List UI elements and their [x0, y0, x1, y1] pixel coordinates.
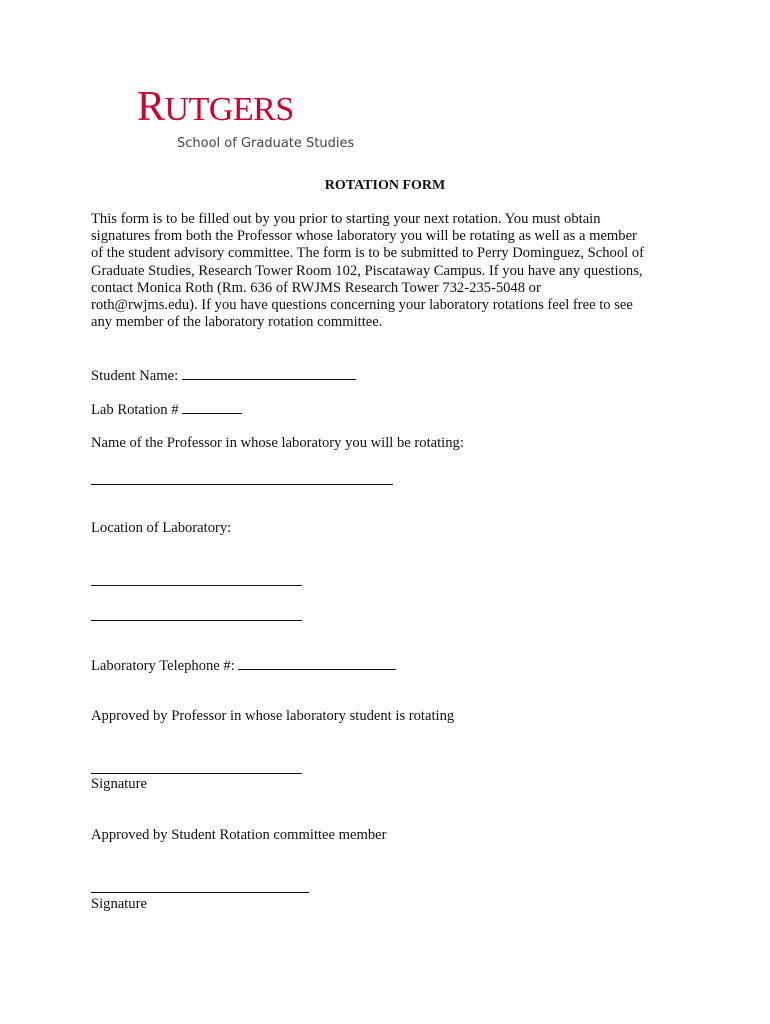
- location-line-2-field[interactable]: [91, 620, 302, 621]
- intro-paragraph: This form is to be filled out by you prior to starting your next rotation. You must obtain signatures from both the Professor whose laboratory you will be rotating as well as a member of the student advisory committee. The form is to be submitted to Perry Dominguez, School of Graduate Studies, Research Tower Room 102, Piscataway Campus. If you have any questions, contact Monica Roth (Rm. 636 of RWJMS Research Tower 732-235-5048 or roth@rwjms.edu). If you have questions concerning your laboratory rotations feel free to see any member of the laboratory rotation committee.: [91, 211, 644, 331]
- professor-name-field[interactable]: [91, 484, 393, 485]
- approved-committee-label: Approved by Student Rotation committee member: [91, 827, 387, 843]
- logo-subtitle: School of Graduate Studies: [177, 136, 355, 151]
- logo-wordmark: RUTGERS: [137, 84, 294, 130]
- approved-professor-label: Approved by Professor in whose laboratory student is rotating: [91, 708, 455, 724]
- lab-rotation-field[interactable]: [182, 400, 242, 414]
- rutgers-logo: [137, 84, 355, 151]
- committee-signature-field[interactable]: [91, 892, 309, 893]
- telephone-row: [91, 656, 396, 675]
- committee-signature-label: Signature: [91, 896, 147, 912]
- lab-rotation-row: [91, 400, 242, 419]
- location-line-1-field[interactable]: [91, 585, 302, 586]
- form-title: ROTATION FORM: [324, 178, 446, 193]
- lab-rotation-label: Lab Rotation #: [91, 402, 179, 418]
- telephone-label: Laboratory Telephone #:: [91, 658, 235, 674]
- student-name-label: Student Name:: [91, 368, 179, 384]
- student-name-field[interactable]: [182, 366, 356, 380]
- telephone-field[interactable]: [238, 656, 396, 670]
- location-label: Location of Laboratory:: [91, 520, 232, 536]
- professor-label: Name of the Professor in whose laboratory you will be rotating:: [91, 435, 464, 451]
- student-name-row: [91, 366, 356, 385]
- professor-signature-label: Signature: [91, 776, 147, 792]
- professor-signature-field[interactable]: [91, 773, 302, 774]
